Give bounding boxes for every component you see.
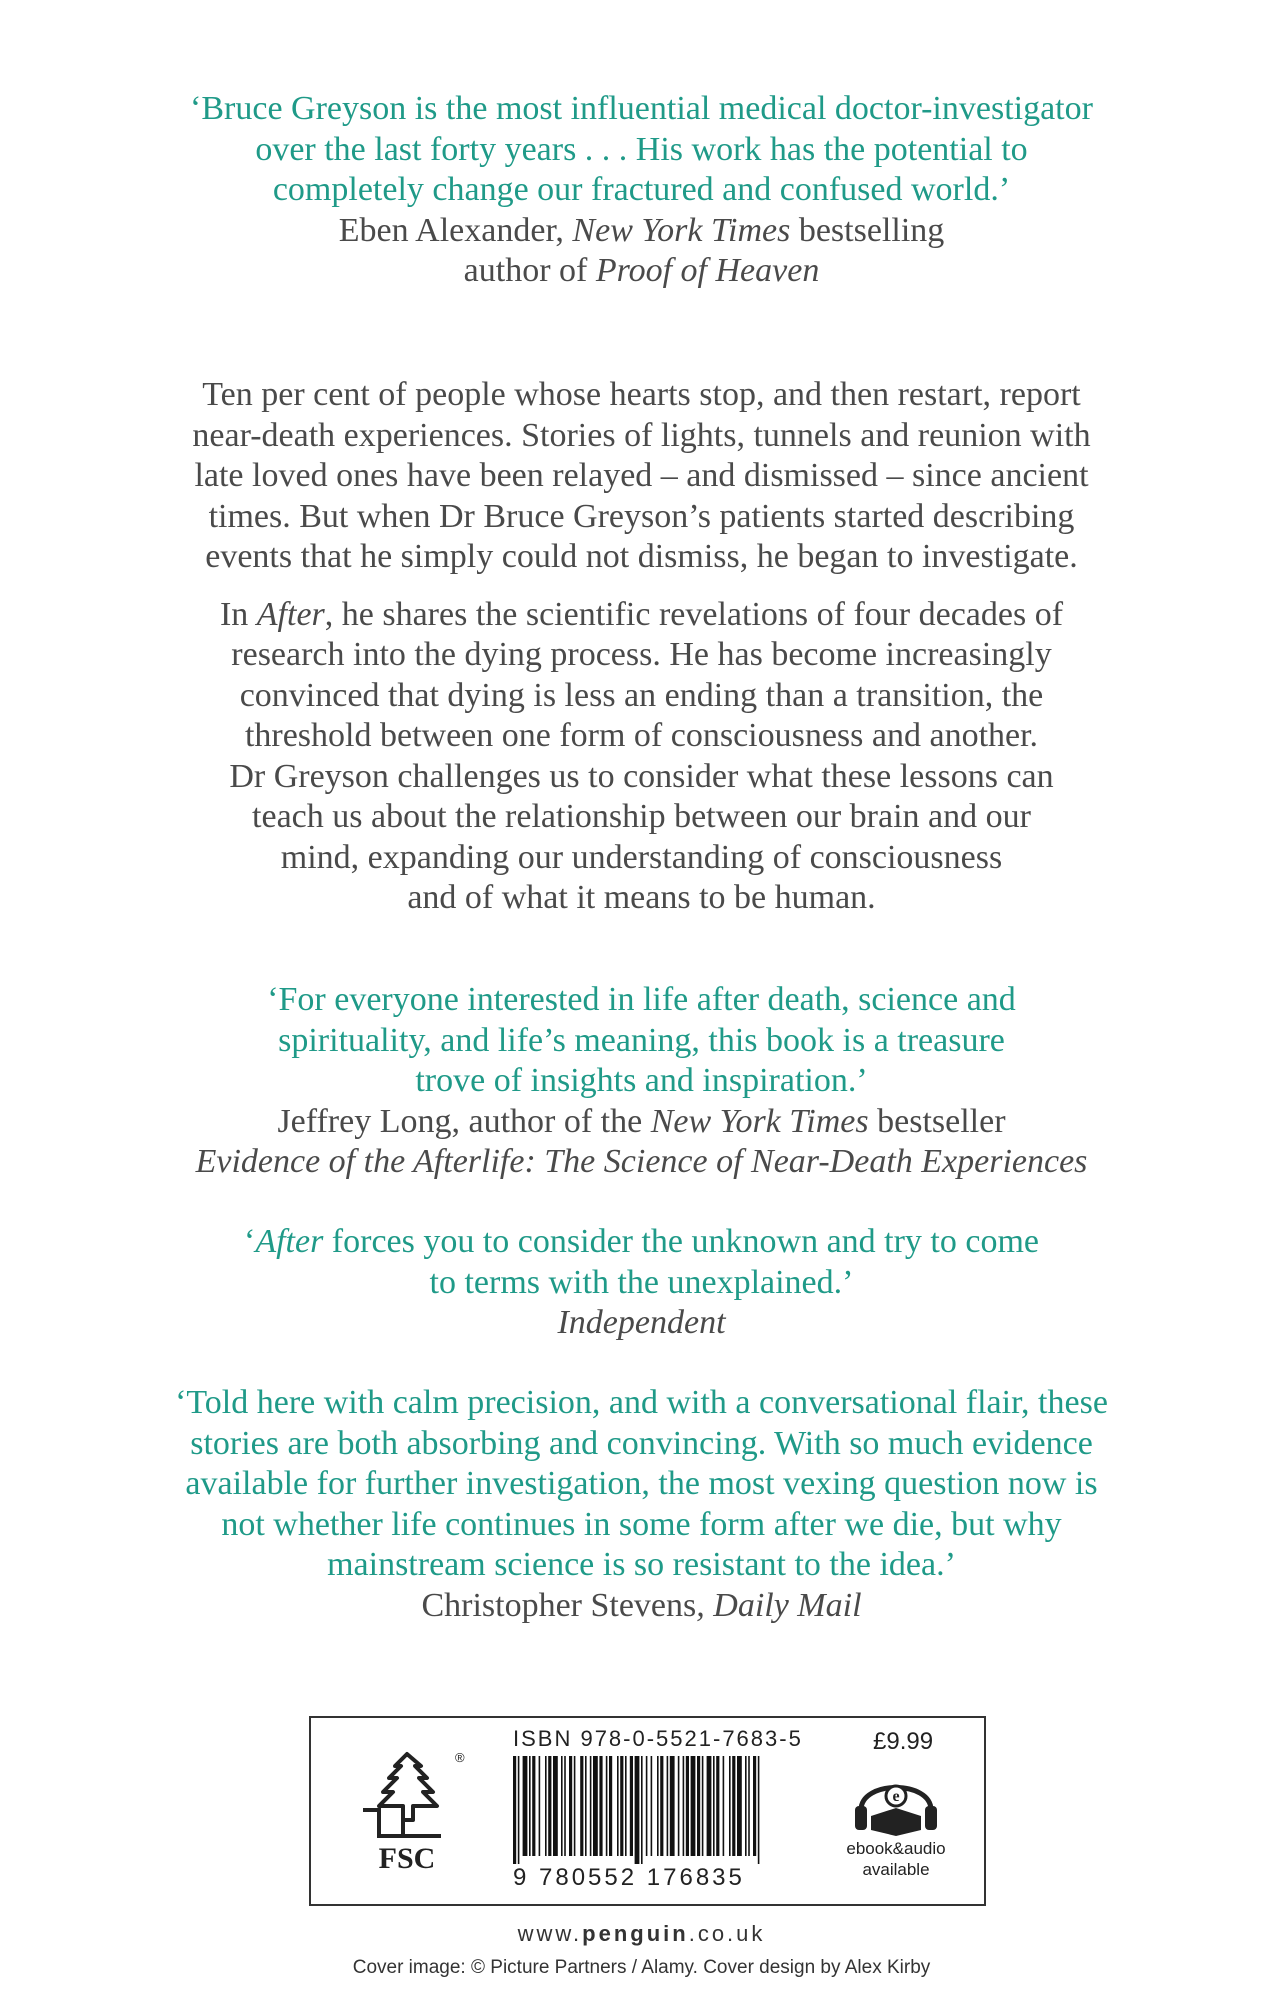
barcode-bar xyxy=(625,1756,627,1856)
barcode-bar xyxy=(758,1756,760,1864)
barcode-bar xyxy=(635,1756,640,1864)
quote2-attribution-book: Evidence of the Afterlife: The Science of Near-Death Experiences xyxy=(195,1143,1088,1180)
barcode-bar xyxy=(539,1756,541,1856)
barcode-bar xyxy=(518,1756,520,1864)
ebook-audio-label xyxy=(831,1838,961,1880)
quote-eben-alexander xyxy=(0,89,1283,292)
quote2-attribution: Jeffrey Long, author of the New York Times bestseller xyxy=(277,1102,1006,1140)
barcode-bar xyxy=(513,1756,516,1864)
isbn-text: ISBN 978-0-5521-7683-5 xyxy=(513,1726,803,1751)
barcode-bar xyxy=(590,1756,592,1856)
barcode-bar xyxy=(617,1756,619,1856)
quote1-line: over the last forty years . . . His work has the potential to xyxy=(255,130,1028,168)
barcode-bar xyxy=(532,1756,535,1856)
barcode-bar xyxy=(732,1756,735,1856)
cover-credits: Cover image: © Picture Partners / Alamy. Cover design by Alex Kirby xyxy=(352,1957,931,1978)
blurb-line: Dr Greyson challenges us to consider what these lessons can xyxy=(229,757,1054,795)
quote1-line: ‘Bruce Greyson is the most influential medical doctor-investigator xyxy=(190,90,1093,127)
blurb xyxy=(0,375,1283,919)
fsc-logo-icon xyxy=(349,1746,469,1876)
barcode-bar xyxy=(620,1756,623,1856)
quote2-line: ‘For everyone interested in life after death, science and xyxy=(267,981,1016,1018)
fsc-label: FSC xyxy=(378,1842,436,1875)
quote4-line: mainstream science is so resistant to the idea.’ xyxy=(327,1546,956,1583)
publisher-website: www.penguin.co.uk xyxy=(517,1921,766,1946)
barcode-bar xyxy=(686,1756,689,1856)
barcode xyxy=(513,1756,763,1864)
blurb-line: convinced that dying is less an ending than a transition, the xyxy=(239,676,1044,714)
quote1-line: completely change our fractured and confused world.’ xyxy=(272,171,1011,208)
barcode-bar xyxy=(564,1756,566,1856)
barcode-bar xyxy=(553,1756,558,1856)
price: £9.99 xyxy=(873,1728,934,1755)
fsc-registered-mark: ® xyxy=(455,1750,465,1765)
barcode-box xyxy=(309,1716,986,1906)
barcode-bar xyxy=(729,1756,731,1856)
barcode-bar xyxy=(702,1756,704,1856)
barcode-bar xyxy=(748,1756,750,1856)
barcode-bar xyxy=(737,1756,742,1856)
quote4-line: ‘Told here with calm precision, and with a conversational flair, these xyxy=(175,1384,1108,1421)
barcode-bar xyxy=(569,1756,572,1856)
blurb-line: events that he simply could not dismiss, he began to investigate. xyxy=(205,538,1078,575)
barcode-bar xyxy=(691,1756,696,1856)
barcode-bar xyxy=(606,1756,608,1856)
barcode-bar xyxy=(641,1756,643,1864)
barcode-bar xyxy=(585,1756,587,1856)
blurb-line: late loved ones have been relayed – and dismissed – since ancient xyxy=(194,457,1089,494)
barcode-bar xyxy=(723,1756,725,1856)
barcode-bar xyxy=(753,1756,756,1856)
barcode-bar xyxy=(745,1756,747,1856)
barcode-bar xyxy=(529,1756,531,1856)
barcode-bar xyxy=(667,1756,669,1856)
blurb-line: research into the dying process. He has become increasingly xyxy=(231,636,1052,673)
barcode-bar xyxy=(599,1756,602,1856)
barcode-bar xyxy=(593,1756,598,1856)
barcode-bar xyxy=(545,1756,547,1856)
barcode-bar xyxy=(630,1756,633,1856)
quote4-line: not whether life continues in some form after we die, but why xyxy=(221,1505,1062,1543)
barcode-bar xyxy=(670,1756,675,1856)
blurb-line: times. But when Dr Bruce Greyson’s patients started describing xyxy=(208,497,1075,535)
barcode-bar xyxy=(523,1756,528,1856)
barcode-bar xyxy=(609,1756,612,1856)
blurb-line: Ten per cent of people whose hearts stop, and then restart, report xyxy=(202,376,1081,413)
barcode-bar xyxy=(683,1756,685,1856)
quote-daily-mail xyxy=(0,1383,1283,1626)
blurb-line: mind, expanding our understanding of consciousness xyxy=(280,838,1003,876)
barcode-bar xyxy=(646,1756,648,1856)
barcode-bar xyxy=(657,1756,659,1856)
quote-jeffrey-long xyxy=(0,980,1283,1183)
barcode-bar xyxy=(707,1756,712,1856)
ebook-audio-icon xyxy=(851,1766,941,1838)
quote4-line: available for further investigation, the most vexing question now is xyxy=(185,1465,1098,1502)
barcode-bar xyxy=(580,1756,583,1856)
barcode-digits: 9 780552 176835 xyxy=(513,1864,745,1891)
quote-independent xyxy=(0,1222,1283,1344)
barcode-bar xyxy=(697,1756,700,1856)
quote1-attribution: author of Proof of Heaven xyxy=(463,252,820,289)
quote3-line: ‘After forces you to consider the unknown and try to come xyxy=(243,1223,1040,1260)
barcode-bar xyxy=(574,1756,576,1856)
blurb-line: threshold between one form of consciousness and another. xyxy=(244,717,1039,754)
barcode-bar xyxy=(716,1756,719,1856)
quote1-attribution: Eben Alexander, New York Times bestselling xyxy=(338,211,945,249)
blurb-line: and of what it means to be human. xyxy=(407,879,876,916)
blurb-line: teach us about the relationship between our brain and our xyxy=(252,798,1031,835)
barcode-bar xyxy=(651,1756,653,1856)
ebook-label-line: ebook&audio xyxy=(846,1839,946,1858)
barcode-bar xyxy=(660,1756,663,1856)
quote4-attribution: Christopher Stevens, Daily Mail xyxy=(421,1586,862,1624)
blurb-line: In After, he shares the scientific revelations of four decades of xyxy=(219,595,1064,633)
quote2-line: spirituality, and life’s meaning, this book is a treasure xyxy=(278,1021,1005,1059)
quote3-attribution: Independent xyxy=(557,1304,726,1341)
ebook-icon-letter: e xyxy=(892,1788,900,1805)
quote2-line: trove of insights and inspiration.’ xyxy=(415,1062,868,1099)
blurb-line: near-death experiences. Stories of lights, tunnels and reunion with xyxy=(192,416,1091,454)
barcode-bar xyxy=(713,1756,715,1856)
quote3-line: to terms with the unexplained.’ xyxy=(429,1263,854,1301)
ebook-label-line: available xyxy=(862,1860,930,1879)
barcode-bar xyxy=(678,1756,680,1856)
barcode-bar xyxy=(548,1756,551,1856)
quote4-line: stories are both absorbing and convincing. With so much evidence xyxy=(190,1424,1093,1462)
barcode-bar xyxy=(561,1756,563,1856)
